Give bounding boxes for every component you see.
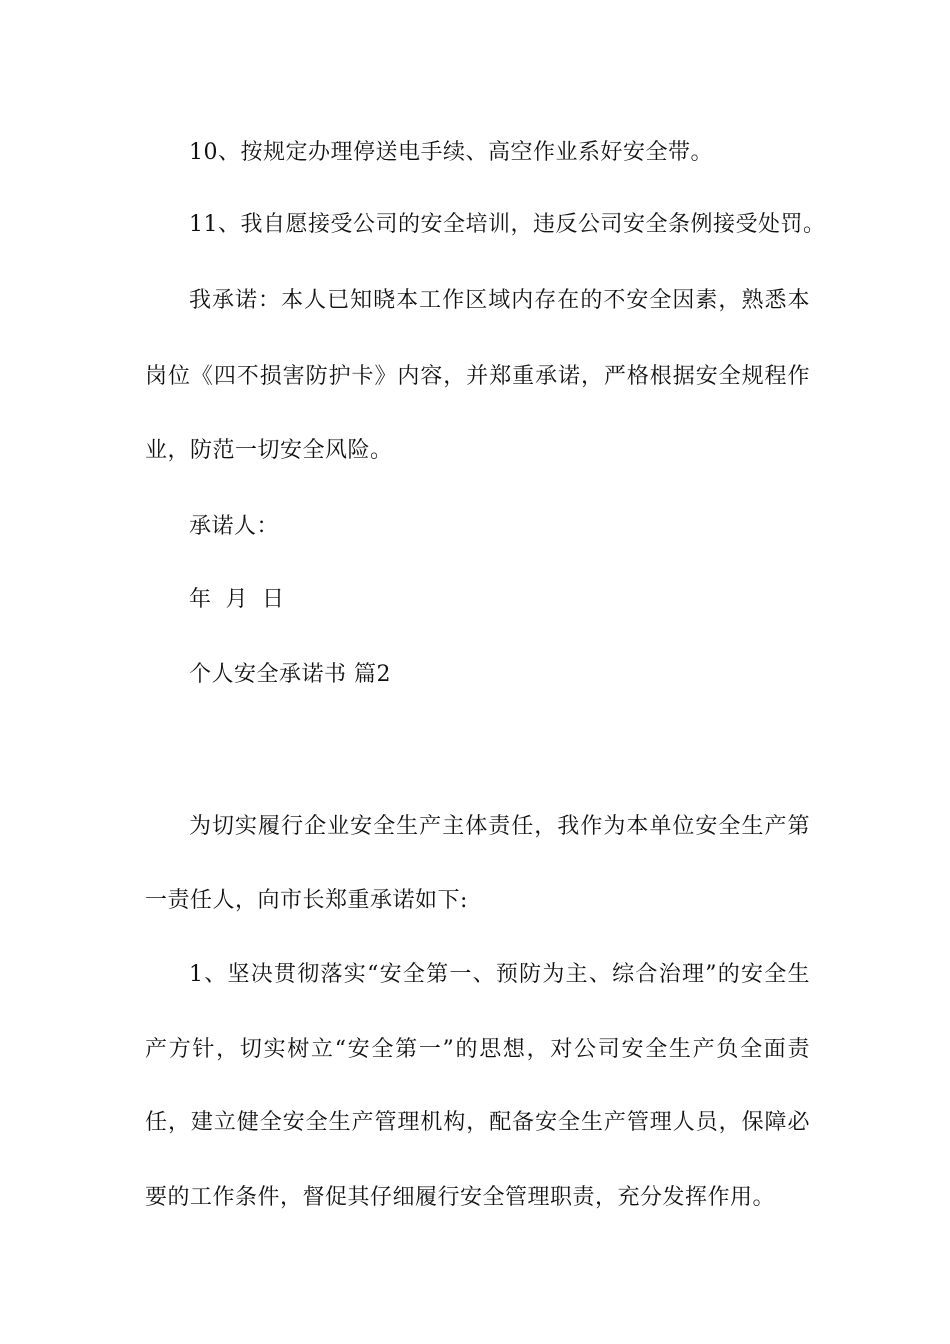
date-year: 年 [189,587,212,612]
point-1-line-2: 产方针，切实树立“安全第一”的思想，对公司安全生产负全面责 [145,1037,810,1062]
point-1-line-4: 要的工作条件，督促其仔细履行安全管理职责，充分发挥作用。 [145,1185,776,1210]
intro-line-2: 一责任人，向市长郑重承诺如下: [145,888,468,913]
point-1-line-1: 1、坚决贯彻落实“安全第一、预防为主、综合治理”的安全生 [189,962,810,987]
commitment-line-2: 岗位《四不损害防护卡》内容，并郑重承诺，严格根据安全规程作 [145,364,810,389]
commitment-line-1: 我承诺：本人已知晓本工作区域内存在的不安全因素，熟悉本 [189,288,810,313]
signer-label: 承诺人： [189,514,280,539]
point-1-line-3: 任，建立健全安全生产管理机构，配备安全生产管理人员，保障必 [145,1110,810,1135]
item-11: 11、我自愿接受公司的安全培训，违反公司安全条例接受处罚。 [189,212,826,237]
commitment-line-3: 业，防范一切安全风险。 [145,438,393,463]
date-day: 日 [262,587,285,612]
intro-line-1: 为切实履行企业安全生产主体责任，我作为本单位安全生产第 [189,814,810,839]
item-10: 10、按规定办理停送电手续、高空作业系好安全带。 [189,140,713,165]
date-line [189,585,810,615]
date-month: 月 [225,587,249,612]
section-heading: 个人安全承诺书 篇2 [189,662,391,687]
